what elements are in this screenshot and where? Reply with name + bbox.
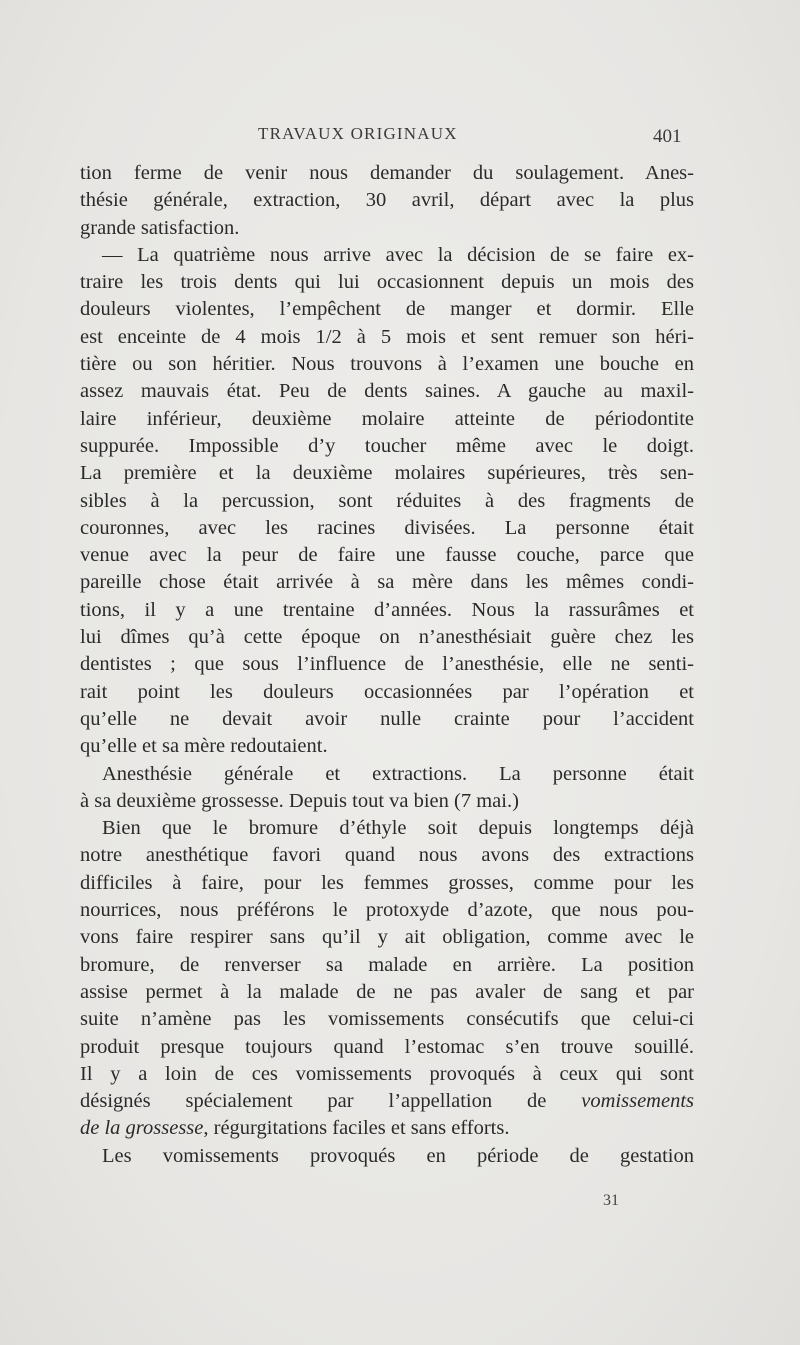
line-text: lui dîmes qu’à cette époque on n’anesthésiait guère chez les bbox=[80, 626, 694, 649]
text-line bbox=[80, 460, 694, 487]
text-line bbox=[80, 651, 694, 678]
text-line bbox=[80, 569, 694, 596]
italic-phrase: vomissements bbox=[581, 1090, 694, 1113]
line-text: pareille chose était arrivée à sa mère dans les mêmes condi- bbox=[80, 571, 694, 594]
text-line bbox=[80, 351, 694, 378]
line-text: Les vomissements provoqués en période de gestation bbox=[102, 1144, 694, 1167]
line-text: venue avec la peur de faire une fausse couche, parce que bbox=[80, 544, 694, 567]
line-text: douleurs violentes, l’empêchent de manger et dormir. Elle bbox=[80, 298, 694, 321]
line-text: dentistes ; que sous l’influence de l’anesthésie, elle ne senti- bbox=[80, 653, 694, 676]
text-line bbox=[80, 406, 694, 433]
text-line bbox=[80, 1061, 694, 1088]
text-line bbox=[80, 1115, 694, 1142]
line-text: notre anesthétique favori quand nous avons des extractions bbox=[80, 844, 694, 867]
line-text: La première et la deuxième molaires supérieures, très sen- bbox=[80, 462, 694, 485]
text-line bbox=[80, 870, 694, 897]
text-line bbox=[80, 1088, 694, 1115]
text-line bbox=[80, 296, 694, 323]
line-text: Bien que le bromure d’éthyle soit depuis longtemps déjà bbox=[102, 817, 694, 840]
text-line bbox=[80, 378, 694, 405]
text-line bbox=[80, 842, 694, 869]
page-number: 401 bbox=[653, 126, 682, 147]
text-line bbox=[80, 542, 694, 569]
signature-mark: 31 bbox=[603, 1192, 619, 1209]
text-line bbox=[80, 733, 694, 760]
text-line bbox=[80, 897, 694, 924]
line-text: tière ou son héritier. Nous trouvons à l’examen une bouche en bbox=[80, 353, 694, 376]
text-line bbox=[80, 597, 694, 624]
text-line bbox=[80, 679, 694, 706]
line-text: — La quatrième nous arrive avec la décision de se faire ex- bbox=[102, 243, 694, 266]
text-line bbox=[80, 706, 694, 733]
line-text: suite n’amène pas les vomissements consécutifs que celui-ci bbox=[80, 1008, 694, 1031]
line-text: produit presque toujours quand l’estomac s’en trouve souillé. bbox=[80, 1035, 694, 1058]
text-line bbox=[80, 269, 694, 296]
text-line bbox=[80, 924, 694, 951]
line-text: suppurée. Impossible d’y toucher même avec le doigt. bbox=[80, 434, 694, 457]
text-line bbox=[80, 624, 694, 651]
text-line bbox=[80, 1034, 694, 1061]
line-text: vons faire respirer sans qu’il y ait obligation, comme avec le bbox=[80, 926, 694, 949]
text-line bbox=[80, 788, 694, 815]
line-text: laire inférieur, deuxième molaire atteinte de périodontite bbox=[80, 407, 694, 430]
italic-phrase: de la grossesse bbox=[80, 1117, 204, 1140]
line-text: difficiles à faire, pour les femmes grosses, comme pour les bbox=[80, 871, 694, 894]
line-text: grande satisfaction. bbox=[80, 216, 240, 239]
text-line bbox=[80, 761, 694, 788]
line-text: assez mauvais état. Peu de dents saines. A gauche au maxil- bbox=[80, 380, 694, 403]
text-line bbox=[80, 515, 694, 542]
line-text: couronnes, avec les racines divisées. La personne était bbox=[80, 516, 694, 539]
running-title: TRAVAUX ORIGINAUX bbox=[258, 124, 458, 143]
text-line bbox=[80, 324, 694, 351]
line-text: bromure, de renverser sa malade en arrière. La position bbox=[80, 953, 694, 976]
line-text: désignés spécialement par l’appellation de bbox=[80, 1090, 547, 1113]
text-line bbox=[80, 979, 694, 1006]
text-line bbox=[80, 242, 694, 269]
text-line bbox=[80, 160, 694, 187]
line-text: rait point les douleurs occasionnées par l’opération et bbox=[80, 680, 694, 703]
text-line bbox=[80, 1006, 694, 1033]
text-line bbox=[80, 1143, 694, 1170]
line-text: thésie générale, extraction, 30 avril, départ avec la plus bbox=[80, 189, 694, 212]
line-text: tions, il y a une trentaine d’années. Nous la rassurâmes et bbox=[80, 598, 694, 621]
text-line bbox=[80, 488, 694, 515]
text-line bbox=[80, 952, 694, 979]
line-text: Il y a loin de ces vomissements provoqués à ceux qui sont bbox=[80, 1062, 694, 1085]
line-text: Anesthésie générale et extractions. La personne était bbox=[102, 762, 694, 785]
text-line bbox=[80, 433, 694, 460]
line-text: qu’elle et sa mère redoutaient. bbox=[80, 735, 328, 758]
text-line bbox=[80, 187, 694, 214]
line-text: , régurgitations faciles et sans efforts. bbox=[203, 1117, 510, 1140]
body-text bbox=[80, 160, 694, 1170]
line-text: à sa deuxième grossesse. Depuis tout va bien (7 mai.) bbox=[80, 789, 519, 812]
line-text: tion ferme de venir nous demander du soulagement. Anes- bbox=[80, 162, 694, 184]
line-text: qu’elle ne devait avoir nulle crainte pour l’accident bbox=[80, 707, 694, 730]
line-text: sibles à la percussion, sont réduites à des fragments de bbox=[80, 489, 694, 512]
text-line bbox=[80, 215, 694, 242]
line-text: traire les trois dents qui lui occasionnent depuis un mois des bbox=[80, 271, 694, 294]
line-text: est enceinte de 4 mois 1/2 à 5 mois et sent remuer son héri- bbox=[80, 325, 694, 348]
line-text: assise permet à la malade de ne pas avaler de sang et par bbox=[80, 980, 694, 1003]
line-text: nourrices, nous préférons le protoxyde d’azote, que nous pou- bbox=[80, 899, 694, 922]
text-line bbox=[80, 815, 694, 842]
